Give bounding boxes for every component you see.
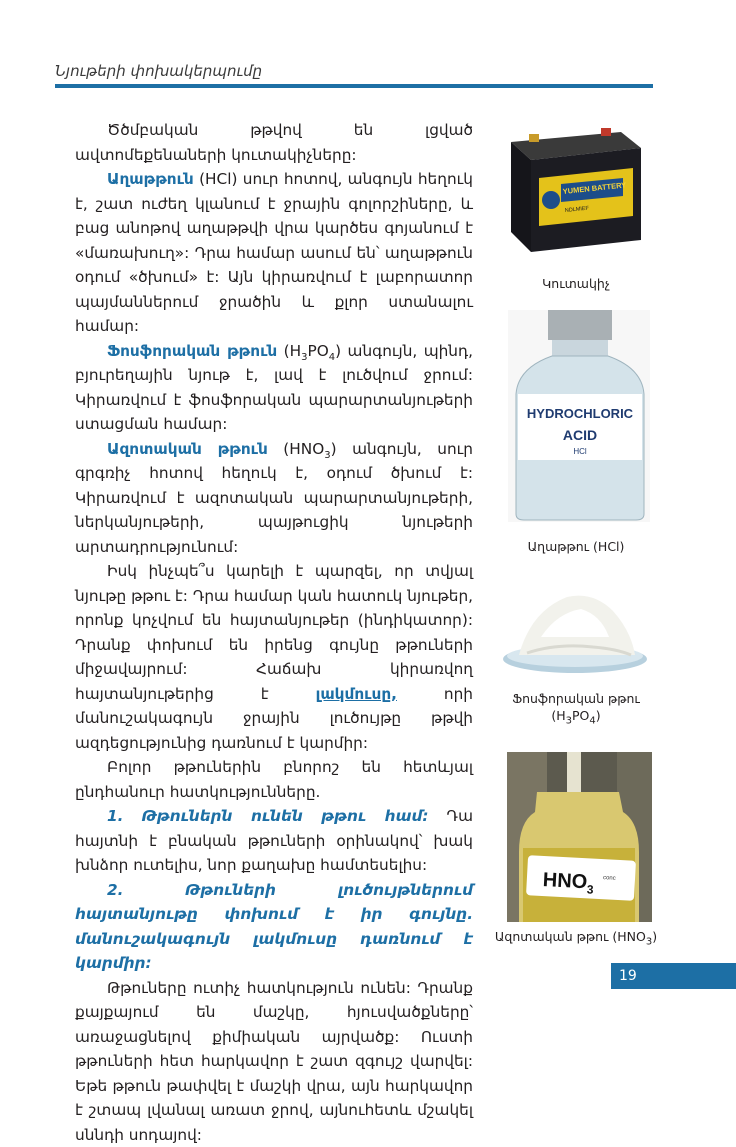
battery-label: YUMEN BATTERY: [562, 180, 626, 196]
caption-hcl: Աղաթթու (HCl): [496, 538, 656, 555]
property-1-heading: Թթուներն ունեն թթու համ:: [142, 807, 429, 825]
paragraph-indicators: Իսկ ինչպե՞ս կարելի է պարզել, որ տվյալ նյութը թթու է: Դրա համար կան հատուկ նյութեր, որոնք կոչվում են հայտանյութեր (ինդիկատոր): Դրանք փոխում են իրենց գույնը թթուների միջավայրում: Հաճախ կիրառվող հայտանյութերից է լակմուսը, որի մանուշակագույն ջրային լուծույթը թթվի ազդեցությունից դառնում է կարմիր:: [75, 559, 473, 755]
caption-hno3: Ազոտական թթու $(HNO_3)$: [486, 928, 666, 945]
property-1: 1. Թթուներն ունեն թթու համ: Դա հայտնի է բնական թթուների օրինակով՝ խակ խնձոր ուտելիս, նոր քաղախը համտեսելիս:: [75, 804, 473, 878]
svg-text:NDLMIEF: NDLMIEF: [565, 205, 590, 214]
property-2-heading: Թթուների լուծույթներում հայտանյութը փոխում է իր գույնը. մանուշակագույն լակմուսը դառնում է կարմիր:: [75, 881, 473, 973]
header-rule: [55, 84, 653, 88]
caption-h3po4: Ֆոսֆորական թթու $(H_3PO_4)$: [496, 690, 656, 724]
phosphoric-acid-image: [497, 567, 654, 682]
paragraph-hno3: Ազոտական թթուն $(HNO_3)$ անգույն, սուր գրգռիչ հոտով հեղուկ է, օդում ծխում է: Կիրառվում է ազոտական պարարտանյութերի, ներկանյութերի, պայթուցիկ նյութերի արտադրությունում:: [75, 437, 473, 560]
hno3-label: $HNO_3$: [542, 869, 595, 897]
hcl-label-1: HYDROCHLORIC: [527, 406, 634, 421]
term-hno3: Ազոտական թթուն: [107, 440, 268, 458]
page-number: 19: [611, 963, 736, 989]
paragraph-h3po4: Ֆոսֆորական թթուն $(H_3PO_4)$ անգույն, պինդ, բյուրեղային նյութ է, լավ է լուծվում ջրում: Կիրառվում է ֆոսֆորական պարարտանյութերի ստացման համար:: [75, 339, 473, 437]
body-text: [75, 118, 473, 1147]
svg-text:HCl: HCl: [573, 447, 587, 456]
paragraph-corrosive: Թթուները ուտիչ հատկություն ունեն: Դրանք քայքայում են մաշկը, հյուսվածքները՝ առաջացնելով քիմիական այրվածք: Ուստի թթուների հետ հարկավոր է շատ զգույշ վարվել: Եթե թթուն թափվել է մաշկի վրա, այն հարկավոր է շտապ լվանալ առատ ջրով, այնուհետև մշակել սննդի սոդայով:: [75, 976, 473, 1147]
nitric-acid-image: [507, 752, 652, 922]
term-hcl: Աղաթթուն: [107, 170, 194, 188]
svg-text:ACID: ACID: [563, 427, 597, 443]
paragraph-hcl: Աղաթթուն (HCl) սուր հոտով, անգույն հեղուկ է, շատ ուժեղ կլանում է ջրային գոլորշիները, և բաց անոթով աղաթթվի վրա կարծես գոյանում է «մառախուղ»: Դրա համար ասում են՝ աղաթթուն օդում «ծխում» է: Այն կիրառվում է լաբորատոր պայմաններում ջրածին և քլոր ստանալու համար:: [75, 167, 473, 339]
svg-text:conc: conc: [603, 875, 616, 882]
paragraph-battery: Ծծմբական թթվով են լցված ավտոմեքենաների կուտակիչները:: [75, 118, 473, 167]
paragraph-properties: Բոլոր թթուներին բնորոշ են հետևյալ ընդհանուր հատկությունները.: [75, 755, 473, 804]
running-header: Նյութերի փոխակերպումը: [55, 62, 262, 80]
litmus-link[interactable]: լակմուսը,: [316, 685, 397, 703]
hcl-bottle-image: [508, 310, 650, 522]
caption-battery: Կուտակիչ: [496, 275, 656, 292]
battery-image: [501, 120, 647, 260]
term-h3po4: Ֆոսֆորական թթուն: [107, 342, 277, 360]
property-2: 2. Թթուների լուծույթներում հայտանյութը փոխում է իր գույնը. մանուշակագույն լակմուսը դառնում է կարմիր:: [75, 878, 473, 976]
